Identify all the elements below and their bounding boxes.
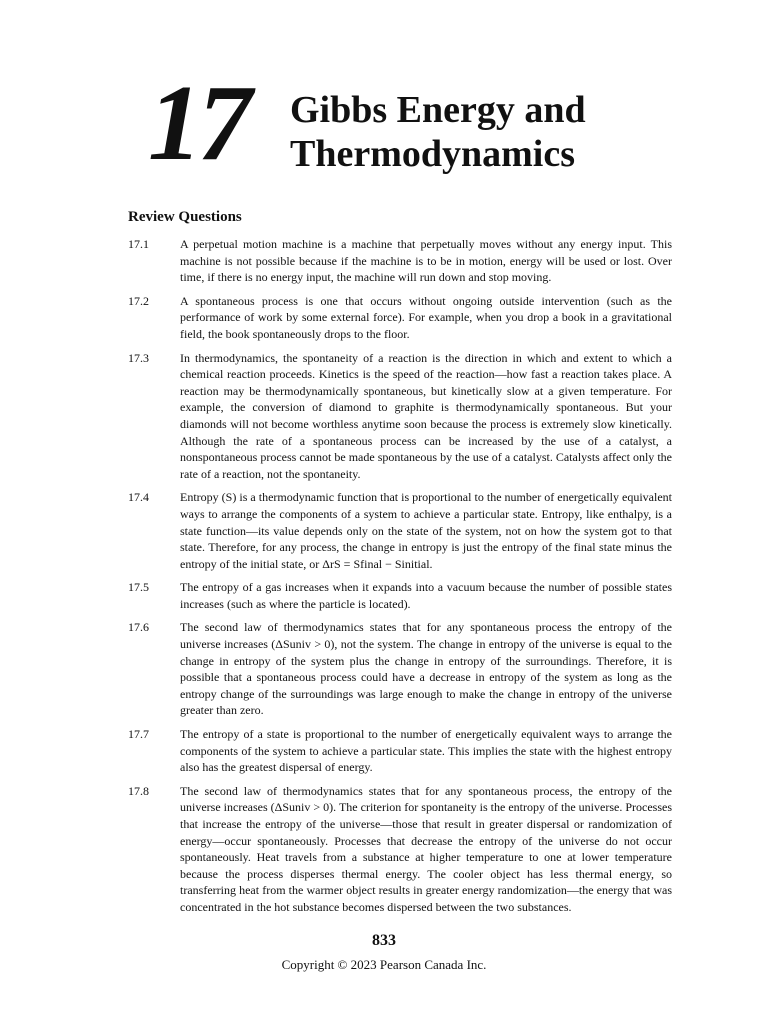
review-questions-list xyxy=(128,236,672,923)
chapter-title-line-2: Thermodynamics xyxy=(290,133,575,175)
question-answer: The second law of thermodynamics states that for any spontaneous process, the entropy of the universe increases (ΔSuniv > 0). The criterion for spontaneity is the entropy of the universe. Processes that increase the entropy of the universe—those that result in greater dispersal or randomization of energy—occur spontaneously. Processes that decrease the entropy of the universe do not occur spontaneously. Heat travels from a substance at higher temperature to one at lower temperature because the process disperses thermal energy. The cooler object has less thermal energy, so transferring heat from the warmer object results in greater energy randomization—the energy that was concentrated in the hot substance becomes dispersed between the two substances. xyxy=(180,783,672,914)
question-number: 17.2 xyxy=(128,293,149,308)
question-answer: A perpetual motion machine is a machine that perpetually moves without any energy input. This machine is not possible because if the machine is to be in motion, energy will be used or lost. Over time, if there is no energy input, the machine will run down and stop moving. xyxy=(180,237,672,285)
question-answer: The second law of thermodynamics states that for any spontaneous process the entropy of the universe increases (ΔSuniv > 0), not the system. The change in entropy of the universe is equal to the change in entropy of the system plus the change in entropy of the surroundings. Therefore, it is possible that a spontaneous process could have a decrease in entropy of the system as long as the entropy change of the surroundings was large enough to make the change in entropy of the universe greater than zero. xyxy=(180,620,672,718)
chapter-title-line-1: Gibbs Energy and xyxy=(290,89,586,131)
question-answer: In thermodynamics, the spontaneity of a reaction is the direction in which and extent to which a chemical reaction proceeds. Kinetics is the speed of the reaction—how fast a reaction takes place. A reaction may be thermodynamically spontaneous, but kinetically slow at a given temperature. For example, the conversion of diamond to graphite is thermodynamically spontaneous. But your diamonds will not become worthless anytime soon because the process is extremely slow kinetically. Although the rate of a spontaneous process can be increased by the use of a catalyst, a nonspontaneous process cannot be made spontaneous by the use of a catalyst. Catalysts affect only the rate of a reaction, not the spontaneity. xyxy=(180,350,672,481)
question-answer: A spontaneous process is one that occurs without ongoing outside intervention (such as the performance of work by some external force). For example, when you drop a book in a gravitational field, the book spontaneously drops to the floor. xyxy=(180,293,672,341)
question-answer: Entropy (S) is a thermodynamic function that is proportional to the number of energetically equivalent ways to arrange the components of a system to achieve a particular state. Entropy, like enthalpy, is a state function—its value depends only on the state of the system, not on how the system got to that state. Therefore, for any process, the change in entropy is just the entropy of the final state minus the entropy of the initial state, or ΔrS = Sfinal − Sinitial. xyxy=(180,490,672,571)
question-item xyxy=(128,619,672,719)
question-number: 17.5 xyxy=(128,580,149,595)
question-number: 17.1 xyxy=(128,237,149,251)
question-number: 17.3 xyxy=(128,350,149,365)
chapter-header xyxy=(148,64,668,190)
question-answer: The entropy of a gas increases when it expands into a vacuum because the number of possible states increases (such as where the particle is located). xyxy=(180,580,672,611)
question-item xyxy=(128,579,672,612)
question-item xyxy=(128,293,672,343)
question-number: 17.6 xyxy=(128,620,149,635)
page-number: 833 xyxy=(372,932,396,949)
question-item xyxy=(128,726,672,776)
question-answer: The entropy of a state is proportional to the number of energetically equivalent ways to arrange the components of the system to achieve a particular state. This implies the state with the highest entropy also has the greatest dispersal of energy. xyxy=(180,727,672,775)
copyright-notice: Copyright © 2023 Pearson Canada Inc. xyxy=(281,957,487,972)
question-number: 17.4 xyxy=(128,490,149,505)
question-item xyxy=(128,489,672,572)
question-item xyxy=(128,236,672,286)
question-item xyxy=(128,350,672,483)
question-number: 17.7 xyxy=(128,727,149,742)
section-heading: Review Questions xyxy=(128,209,242,225)
chapter-title xyxy=(290,88,670,176)
question-item xyxy=(128,783,672,916)
question-number: 17.8 xyxy=(128,783,149,798)
chapter-number: 17 xyxy=(148,64,248,183)
